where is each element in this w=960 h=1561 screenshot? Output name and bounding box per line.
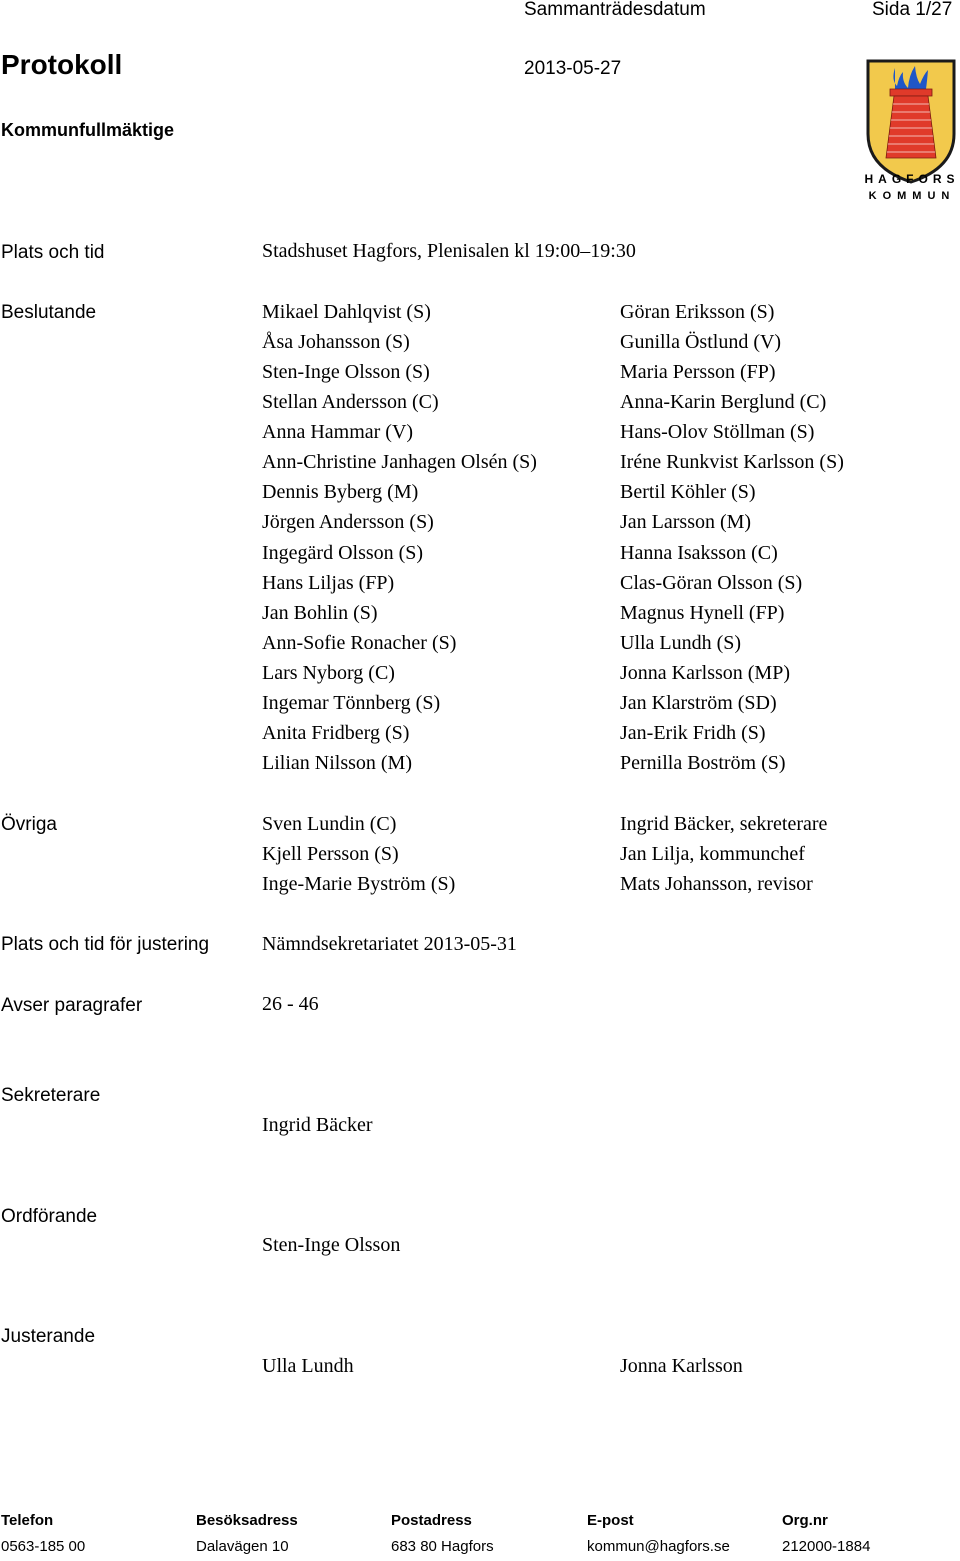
list-item: Åsa Johansson (S)	[262, 331, 410, 354]
list-item: Lars Nyborg (C)	[262, 661, 395, 684]
list-item: Bertil Köhler (S)	[620, 481, 756, 504]
list-item: Jonna Karlsson (MP)	[620, 661, 790, 684]
footer-visit-address: Dalavägen 10	[196, 1538, 289, 1555]
list-item: Jan Larsson (M)	[620, 511, 752, 534]
footer-org-number: 212000-1884	[782, 1538, 871, 1555]
list-item: Pernilla Boström (S)	[620, 751, 786, 774]
coat-of-arms-icon	[864, 58, 960, 204]
list-item: Jan Bohlin (S)	[262, 601, 378, 624]
secretary-name: Ingrid Bäcker	[262, 1114, 373, 1136]
meeting-date-label: Sammanträdesdatum	[524, 0, 706, 20]
footer-org-label: Org.nr	[782, 1512, 828, 1529]
list-item: Hanna Isaksson (C)	[620, 541, 778, 564]
list-item: Sven Lundin (C)	[262, 813, 397, 835]
footer-post-address: 683 80 Hagfors	[391, 1538, 494, 1555]
list-item: Mats Johansson, revisor	[620, 873, 813, 896]
adjusters-label: Justerande	[1, 1326, 96, 1347]
others-col2	[620, 809, 827, 899]
list-item: Lilian Nilsson (M)	[262, 751, 412, 774]
list-item: Jörgen Andersson (S)	[262, 511, 434, 534]
list-item: Jan-Erik Fridh (S)	[620, 721, 766, 744]
list-item: Inge-Marie Byström (S)	[262, 873, 456, 896]
list-item: Ingemar Tönnberg (S)	[262, 691, 441, 714]
footer-phone-label: Telefon	[1, 1512, 54, 1529]
footer-email-label: E-post	[587, 1512, 634, 1529]
list-item: Hans-Olov Stöllman (S)	[620, 421, 815, 444]
adjuster-name-1: Ulla Lundh	[262, 1355, 354, 1377]
decision-makers-col1	[262, 297, 537, 778]
list-item: Ingrid Bäcker, sekreterare	[620, 813, 828, 835]
place-time-value: Stadshuset Hagfors, Plenisalen kl 19:00–19:30	[262, 240, 636, 262]
decision-makers-label: Beslutande	[1, 302, 97, 323]
list-item: Kjell Persson (S)	[262, 843, 399, 866]
footer-headings	[0, 1512, 960, 1530]
list-item: Anna-Karin Berglund (C)	[620, 391, 827, 414]
list-item: Iréne Runkvist Karlsson (S)	[620, 451, 844, 474]
list-item: Clas-Göran Olsson (S)	[620, 571, 803, 594]
list-item: Stellan Andersson (C)	[262, 391, 439, 414]
list-item: Magnus Hynell (FP)	[620, 601, 785, 624]
list-item: Jan Klarström (SD)	[620, 691, 777, 714]
adjustment-label: Plats och tid för justering	[1, 934, 210, 955]
chair-label: Ordförande	[1, 1206, 98, 1227]
place-time-label: Plats och tid	[1, 242, 105, 263]
others-label: Övriga	[1, 814, 57, 835]
decision-makers-col2	[620, 297, 844, 778]
footer-values	[0, 1538, 960, 1556]
hagfors-kommun-logo	[864, 58, 960, 204]
document-title: Protokoll	[1, 49, 123, 80]
chair-name: Sten-Inge Olsson	[262, 1234, 401, 1256]
body-name: Kommunfullmäktige	[1, 120, 175, 140]
footer-phone: 0563-185 00	[1, 1538, 86, 1555]
paragraphs-value: 26 - 46	[262, 993, 319, 1015]
meeting-date: 2013-05-27	[524, 58, 622, 79]
list-item: Ann-Sofie Ronacher (S)	[262, 631, 457, 654]
list-item: Sten-Inge Olsson (S)	[262, 361, 430, 384]
secretary-label: Sekreterare	[1, 1085, 101, 1106]
adjustment-value: Nämndsekretariatet 2013-05-31	[262, 933, 517, 955]
footer-post-label: Postadress	[391, 1512, 472, 1529]
list-item: Maria Persson (FP)	[620, 361, 776, 384]
logo-text-line1: HAGFORS	[864, 172, 960, 186]
footer-email: kommun@hagfors.se	[587, 1538, 730, 1555]
list-item: Göran Eriksson (S)	[620, 301, 775, 323]
logo-text-line2: KOMMUN	[868, 190, 956, 202]
page-number: Sida 1/27	[872, 0, 953, 20]
list-item: Mikael Dahlqvist (S)	[262, 301, 431, 323]
adjuster-name-2: Jonna Karlsson	[620, 1355, 743, 1377]
list-item: Ann-Christine Janhagen Olsén (S)	[262, 451, 537, 474]
others-col1	[262, 809, 455, 899]
list-item: Gunilla Östlund (V)	[620, 331, 782, 354]
footer-visit-label: Besöksadress	[196, 1512, 298, 1529]
paragraphs-label: Avser paragrafer	[1, 995, 143, 1016]
list-item: Anna Hammar (V)	[262, 421, 414, 444]
list-item: Jan Lilja, kommunchef	[620, 843, 805, 866]
list-item: Dennis Byberg (M)	[262, 481, 419, 504]
list-item: Anita Fridberg (S)	[262, 721, 410, 744]
list-item: Ulla Lundh (S)	[620, 631, 742, 654]
list-item: Hans Liljas (FP)	[262, 571, 395, 594]
list-item: Ingegärd Olsson (S)	[262, 541, 424, 564]
